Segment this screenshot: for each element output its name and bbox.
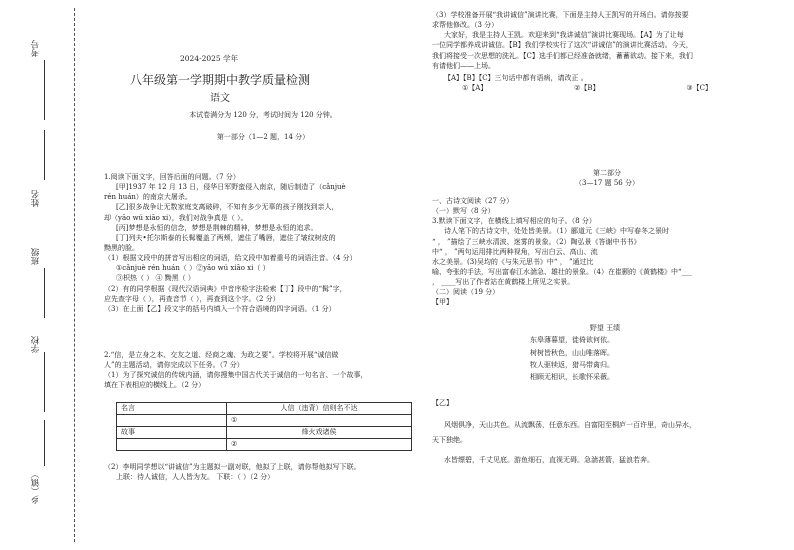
yi-label: 【乙】 — [432, 399, 453, 407]
q1-sub2-a: （2）有的同学根据《现代汉语词典》中音序检字法检索【丁】段中的“髯”字， — [104, 284, 347, 293]
q2-sub2-b[interactable]: 上联：待人诚信，人人皆为友。 下联：（ ）（2 分） — [116, 473, 275, 482]
table-row — [117, 415, 412, 427]
q1-yi-line2: 却（yāo wú xiāo xi），我们对战争真是（ ）。 — [104, 213, 248, 222]
table-cell — [117, 439, 227, 451]
q1-ding-line1: [丁]列夫•托尔斯泰的长髯覆盖了两颊，遮住了嘴唇，遮住了皱纹树皮的 — [116, 233, 336, 242]
section-1-sub: （一）默写（8 分） — [432, 207, 495, 216]
name-label: 姓名 — [31, 190, 41, 207]
part2-title: 第二部分 — [593, 169, 621, 177]
school-year: 2024-2025 学年 — [180, 54, 239, 63]
part2-heading — [432, 168, 782, 188]
q2-sub2-a: （2）李明同学想以“讲诚信”为主题拟一副对联，他拟了上联，请你帮他拟写下联。 — [104, 463, 361, 471]
prose-line3: 水皆缥碧，千丈见底。游鱼细石，直视无碍。急湍甚箭，猛浪若奔。 — [444, 456, 654, 465]
q2-3-para-line1: 大家好，我是主持人王凯。欢迎来到“我讲诚信”演讲比赛现场。【A】为了让每 — [444, 31, 684, 40]
binding-dashed-line — [74, 8, 75, 542]
binding-margin — [0, 0, 95, 550]
q1-sub1: （1）根据文段中的拼音写出相应的词语，给文段中加着重号的词语注音。（4 分） — [104, 254, 357, 263]
answer-a[interactable]: ①【A】 — [462, 83, 488, 92]
poem-line: 东皋薄暮望，徙倚欲何依。 — [530, 336, 614, 345]
answer-b[interactable]: ②【B】 — [574, 83, 600, 92]
q3-line2[interactable]: “ ， ”描绘了三峡水清波、迷雾的景象。（2）陶弘景《答谢中书书》 — [432, 237, 641, 246]
q1-bing: [丙]梦想是永恒的信念，梦想是荆棘的精神，梦想是永恒的追求。 — [116, 223, 318, 232]
prose-line1: 风烟俱净，天山共色。从流飘荡，任意东西。自富阳至桐庐一百许里，奇山异水， — [444, 421, 696, 429]
q2-3-stem-line2: 求帮他修改。（3 分） — [432, 21, 499, 30]
class-label: 班级 — [31, 248, 41, 265]
part2-range: （3—17 题 56 分） — [575, 179, 639, 188]
q2-3-answer-options — [462, 83, 712, 93]
part1-title: 第一部分（1—2 题，14 分） — [216, 133, 310, 141]
q3-line5[interactable]: 喻、夸张的手法，写出富春江水湍急、雄壮的景象。（4）在崔颢的《黄鹤楼》中“___ — [432, 267, 693, 276]
q1-sub1-a[interactable]: ①cǎnjuè rén huán（ ）②yāo wú xiāo xi（ ） — [116, 264, 270, 273]
class-field[interactable] — [30, 248, 44, 265]
q2-3-para-line4: 有请他们——上场。 — [432, 61, 495, 70]
poem-line: 牧人驱犊返，猎马带禽归。 — [530, 360, 614, 369]
name-field[interactable] — [30, 190, 44, 207]
name-line — [44, 130, 45, 180]
subject-title: 语文 — [210, 93, 230, 104]
town-label: 乡（镇） — [31, 470, 41, 504]
poem-line: 树树皆秋色，山山唯落晖。 — [530, 348, 614, 357]
answer-cell-1[interactable]: ① — [227, 415, 412, 427]
q1-yi-line1: [乙]很多战争让无数家庭支离破碎，不知有多少无辜的孩子刚找到亲人， — [116, 203, 339, 212]
q1-ding-line2: 黝黑的脸。 — [104, 243, 139, 252]
poem-yewang — [530, 322, 680, 383]
integrity-table — [116, 402, 412, 451]
q3-line3[interactable]: 中“ ， ”两句运用排比两种视角，写出白云、高山、流 — [432, 247, 598, 256]
q2-stem-line1: 2.“信，是立身之本、交友之道、经商之魂、为政之要”。学校将开展“诚信做 — [104, 351, 339, 359]
exam-note: 本试卷满分为 120 分，考试时间为 120 分钟。 — [189, 111, 337, 119]
town-field[interactable] — [30, 470, 44, 504]
class-line — [44, 268, 45, 318]
school-label: 学校 — [31, 336, 41, 353]
q1-stem: 1.阅读下面文字，回答后面的问题。（7 分） — [104, 173, 240, 181]
q2-sub1-b: 填在下表相应的横线上。（2 分） — [104, 381, 206, 390]
poem-line: 相顾无相识，长歌怀采薇。 — [530, 373, 614, 381]
town-line — [44, 420, 45, 466]
q2-sub1-a: （1）为了探究诚信的传统内涵，请你搜集中国古代关于诚信的一句名言、一个故事， — [104, 371, 368, 380]
q3-line1: 诗人笔下的古诗文中，处处皆美景。（1）郦道元《三峡》中写春冬之景时 — [444, 227, 669, 236]
table-cell: 烽火戏诸侯 — [227, 427, 412, 439]
exam-no-field[interactable] — [30, 40, 44, 57]
prose-line2: 天下独绝。 — [432, 435, 467, 444]
table-cell: 故事 — [117, 427, 227, 439]
question-2-sub3 — [432, 10, 782, 93]
table-row — [117, 403, 412, 415]
q2-3-stem-line1: （3）学校准备开展“我讲诚信”演讲比赛，下面是主持人王凯写的开场白。请你按要 — [432, 11, 689, 19]
table-cell: 人信（违背）信则名不达 — [227, 403, 412, 415]
answer-c[interactable]: ③【C】 — [686, 83, 712, 92]
q2-3-question: 【A】【B】【C】三句话中都有语病，请改正 。 — [444, 73, 588, 82]
school-line — [44, 352, 45, 412]
q2-stem-line2: 人”的主题活动，请你完成以下任务。（7 分） — [104, 361, 244, 370]
table-row — [117, 427, 412, 439]
q3-stem: 3.默读下面文字，在横线上填写相应的句子。（8 分） — [432, 217, 596, 226]
school-field[interactable] — [30, 336, 44, 353]
jia-label: 【甲】 — [432, 298, 453, 307]
q1-jia-line1: [甲]1937 年 12 月 13 日，侵华日军野蛮侵入南京，随后制造了（cǎnjuè — [116, 183, 346, 192]
exam-no-label: 考号 — [31, 40, 41, 57]
poem-title: 野望 王绩 — [589, 324, 621, 332]
reading-heading: （二）阅读（19 分） — [432, 288, 500, 297]
question-2 — [104, 350, 422, 391]
q1-sub1-b[interactable]: ③枳热（ ） ④ 黝黑（ ） — [116, 274, 195, 283]
q1-sub2-b[interactable]: 应先查字母（ ），再查音节（ ），再查到这个字。（2 分） — [104, 294, 280, 303]
question-1 — [104, 172, 422, 314]
prose-passage — [432, 418, 782, 468]
table-row — [117, 439, 412, 451]
table-cell: 名言 — [117, 403, 227, 415]
table-cell — [117, 415, 227, 427]
q2-3-para-line3: 我们将接受一次思想的洗礼。【C】选手们都已经准备就绪，蓄蓄欲动。接下来，我们 — [432, 51, 693, 60]
question-2-sub2 — [104, 462, 422, 482]
q3-line6[interactable]: ， ____写出了作者站在黄鹤楼上所见之实景。 — [432, 278, 575, 287]
q2-3-para-line2: 一位同学都养成讲诚信。【B】我们学校实行了这次“讲诚信”的演讲比赛活动。今天， — [432, 41, 693, 50]
q1-jia-line2: rén huán）的南京大屠杀。 — [104, 193, 192, 202]
section-1 — [432, 196, 782, 308]
exam-title: 八年级第一学期期中教学质量检测 — [129, 73, 310, 87]
answer-cell-2[interactable]: ② — [227, 439, 412, 451]
exam-no-line — [44, 60, 45, 120]
q3-line4[interactable]: 水之美景。(3)吴均的《与朱元思书》中“ ， ”通过比 — [432, 257, 594, 266]
q1-sub3[interactable]: （3）在上面【乙】段文字的括号内填入一个符合语境的四字词语。（1 分） — [104, 304, 336, 313]
section-1-heading: 一、古诗文阅读（27 分） — [432, 197, 514, 205]
